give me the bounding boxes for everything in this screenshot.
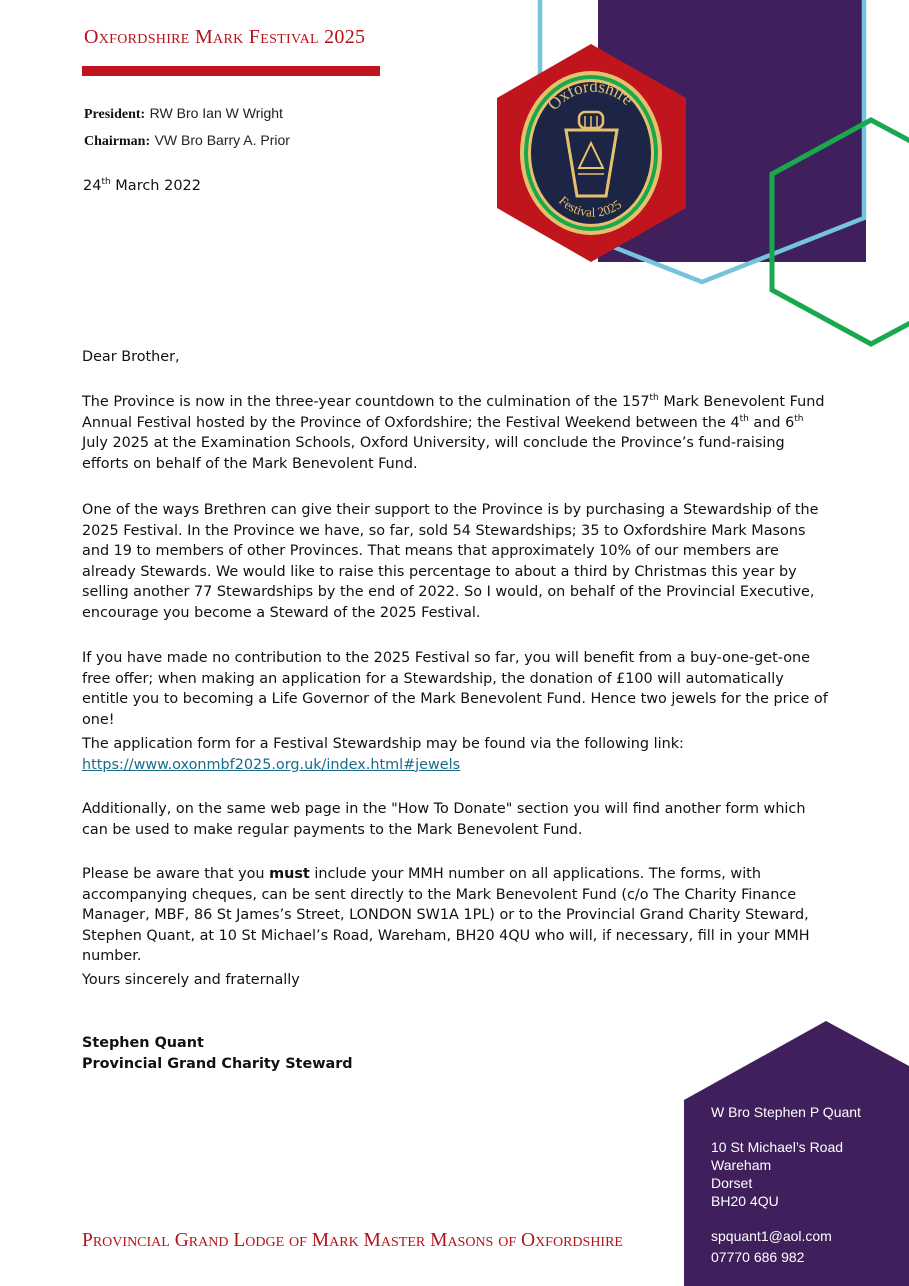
signature-name: Stephen Quant (82, 1035, 204, 1051)
letter-date: 24th March 2022 (83, 177, 202, 194)
address-line: BH20 4QU (711, 1193, 779, 1209)
president-name: RW Bro Ian W Wright (149, 105, 283, 121)
paragraph-2: One of the ways Brethren can give their support to the Province is by purchasing a Stewardship of the 2025 Festival. In the Province we have, so far, sold 54 Stewardships; 35 to Oxfordshire Mark Masons and 19 to members of other Provinces. That means that approximately 10% of our members are already Stewards. We would like to raise this percentage to about a third by Christmas this year by selling another 77 Stewardships by the end of 2022. So I would, on behalf of the Provincial Executive, encourage you become a Steward of the 2025 Festival. (82, 502, 819, 621)
chairman-label: Chairman: (84, 134, 151, 149)
footer-title: Provincial Grand Lodge of Mark Master Masons of Oxfordshire (82, 1230, 623, 1251)
seal-top-text: Oxfordshire (543, 76, 637, 114)
seal-bottom-text: Festival 2025 (556, 192, 625, 220)
paragraph-1: The Province is now in the three-year countdown to the culmination of the 157th Mark Benevolent Fund Annual Festival hosted by the Province of Oxfordshire; the Festival Weekend between the 4th and 6th July 2025 at the Examination Schools, Oxford University, will conclude the Province’s fund-raising efforts on behalf of the Mark Benevolent Fund. (82, 393, 825, 472)
chairman-line (84, 132, 290, 150)
signature-title: Provincial Grand Charity Steward (82, 1055, 353, 1072)
paragraph-5: Additionally, on the same web page in the "How To Donate" section you will find another form which can be used to make regular payments to the Mark Benevolent Fund. (82, 801, 806, 838)
header-graphic (480, 0, 909, 360)
paragraph-3: If you have made no contribution to the 2025 Festival so far, you will benefit from a buy-one-get-one free offer; when making an application for a Stewardship, the donation of £100 will automatically entitle you to becoming a Life Governor of the Mark Benevolent Fund. Hence two jewels for the price of one! (82, 650, 828, 728)
president-line (84, 105, 283, 123)
header-rule (82, 66, 380, 76)
address-line: Dorset (711, 1175, 753, 1191)
chairman-name: VW Bro Barry A. Prior (154, 132, 290, 148)
contact-phone: 07770 686 982 (711, 1249, 805, 1265)
paragraph-4: The application form for a Festival Stewardship may be found via the following link: https://www.oxonmbf2025.org.uk/index.html#jewels (82, 736, 684, 773)
contact-name: W Bro Stephen P Quant (711, 1104, 861, 1120)
president-label: President: (84, 107, 146, 122)
address-line: 10 St Michael’s Road (711, 1139, 844, 1155)
closing: Yours sincerely and fraternally (82, 972, 300, 988)
jewels-link[interactable]: https://www.oxonmbf2025.org.uk/index.html#jewels (82, 756, 461, 773)
oxfordshire-seal (520, 71, 662, 235)
header-title: Oxfordshire Mark Festival 2025 (84, 26, 366, 48)
paragraph-6: Please be aware that you must include your MMH number on all applications. The forms, with accompanying cheques, can be sent directly to the Mark Benevolent Fund (c/o The Charity Finance Manager, MBF, 86 St James’s Street, LONDON SW1A 1PL) or to the Provincial Grand Charity Steward, Stephen Quant, at 10 St Michael’s Road, Wareham, BH20 4QU who will, if necessary, fill in your MMH number. (82, 866, 810, 964)
address-line: Wareham (711, 1157, 772, 1173)
signature-block (82, 1033, 353, 1074)
contact-address (711, 1138, 843, 1210)
contact-email[interactable]: spquant1@aol.com (711, 1228, 832, 1244)
salutation: Dear Brother, (82, 349, 180, 365)
